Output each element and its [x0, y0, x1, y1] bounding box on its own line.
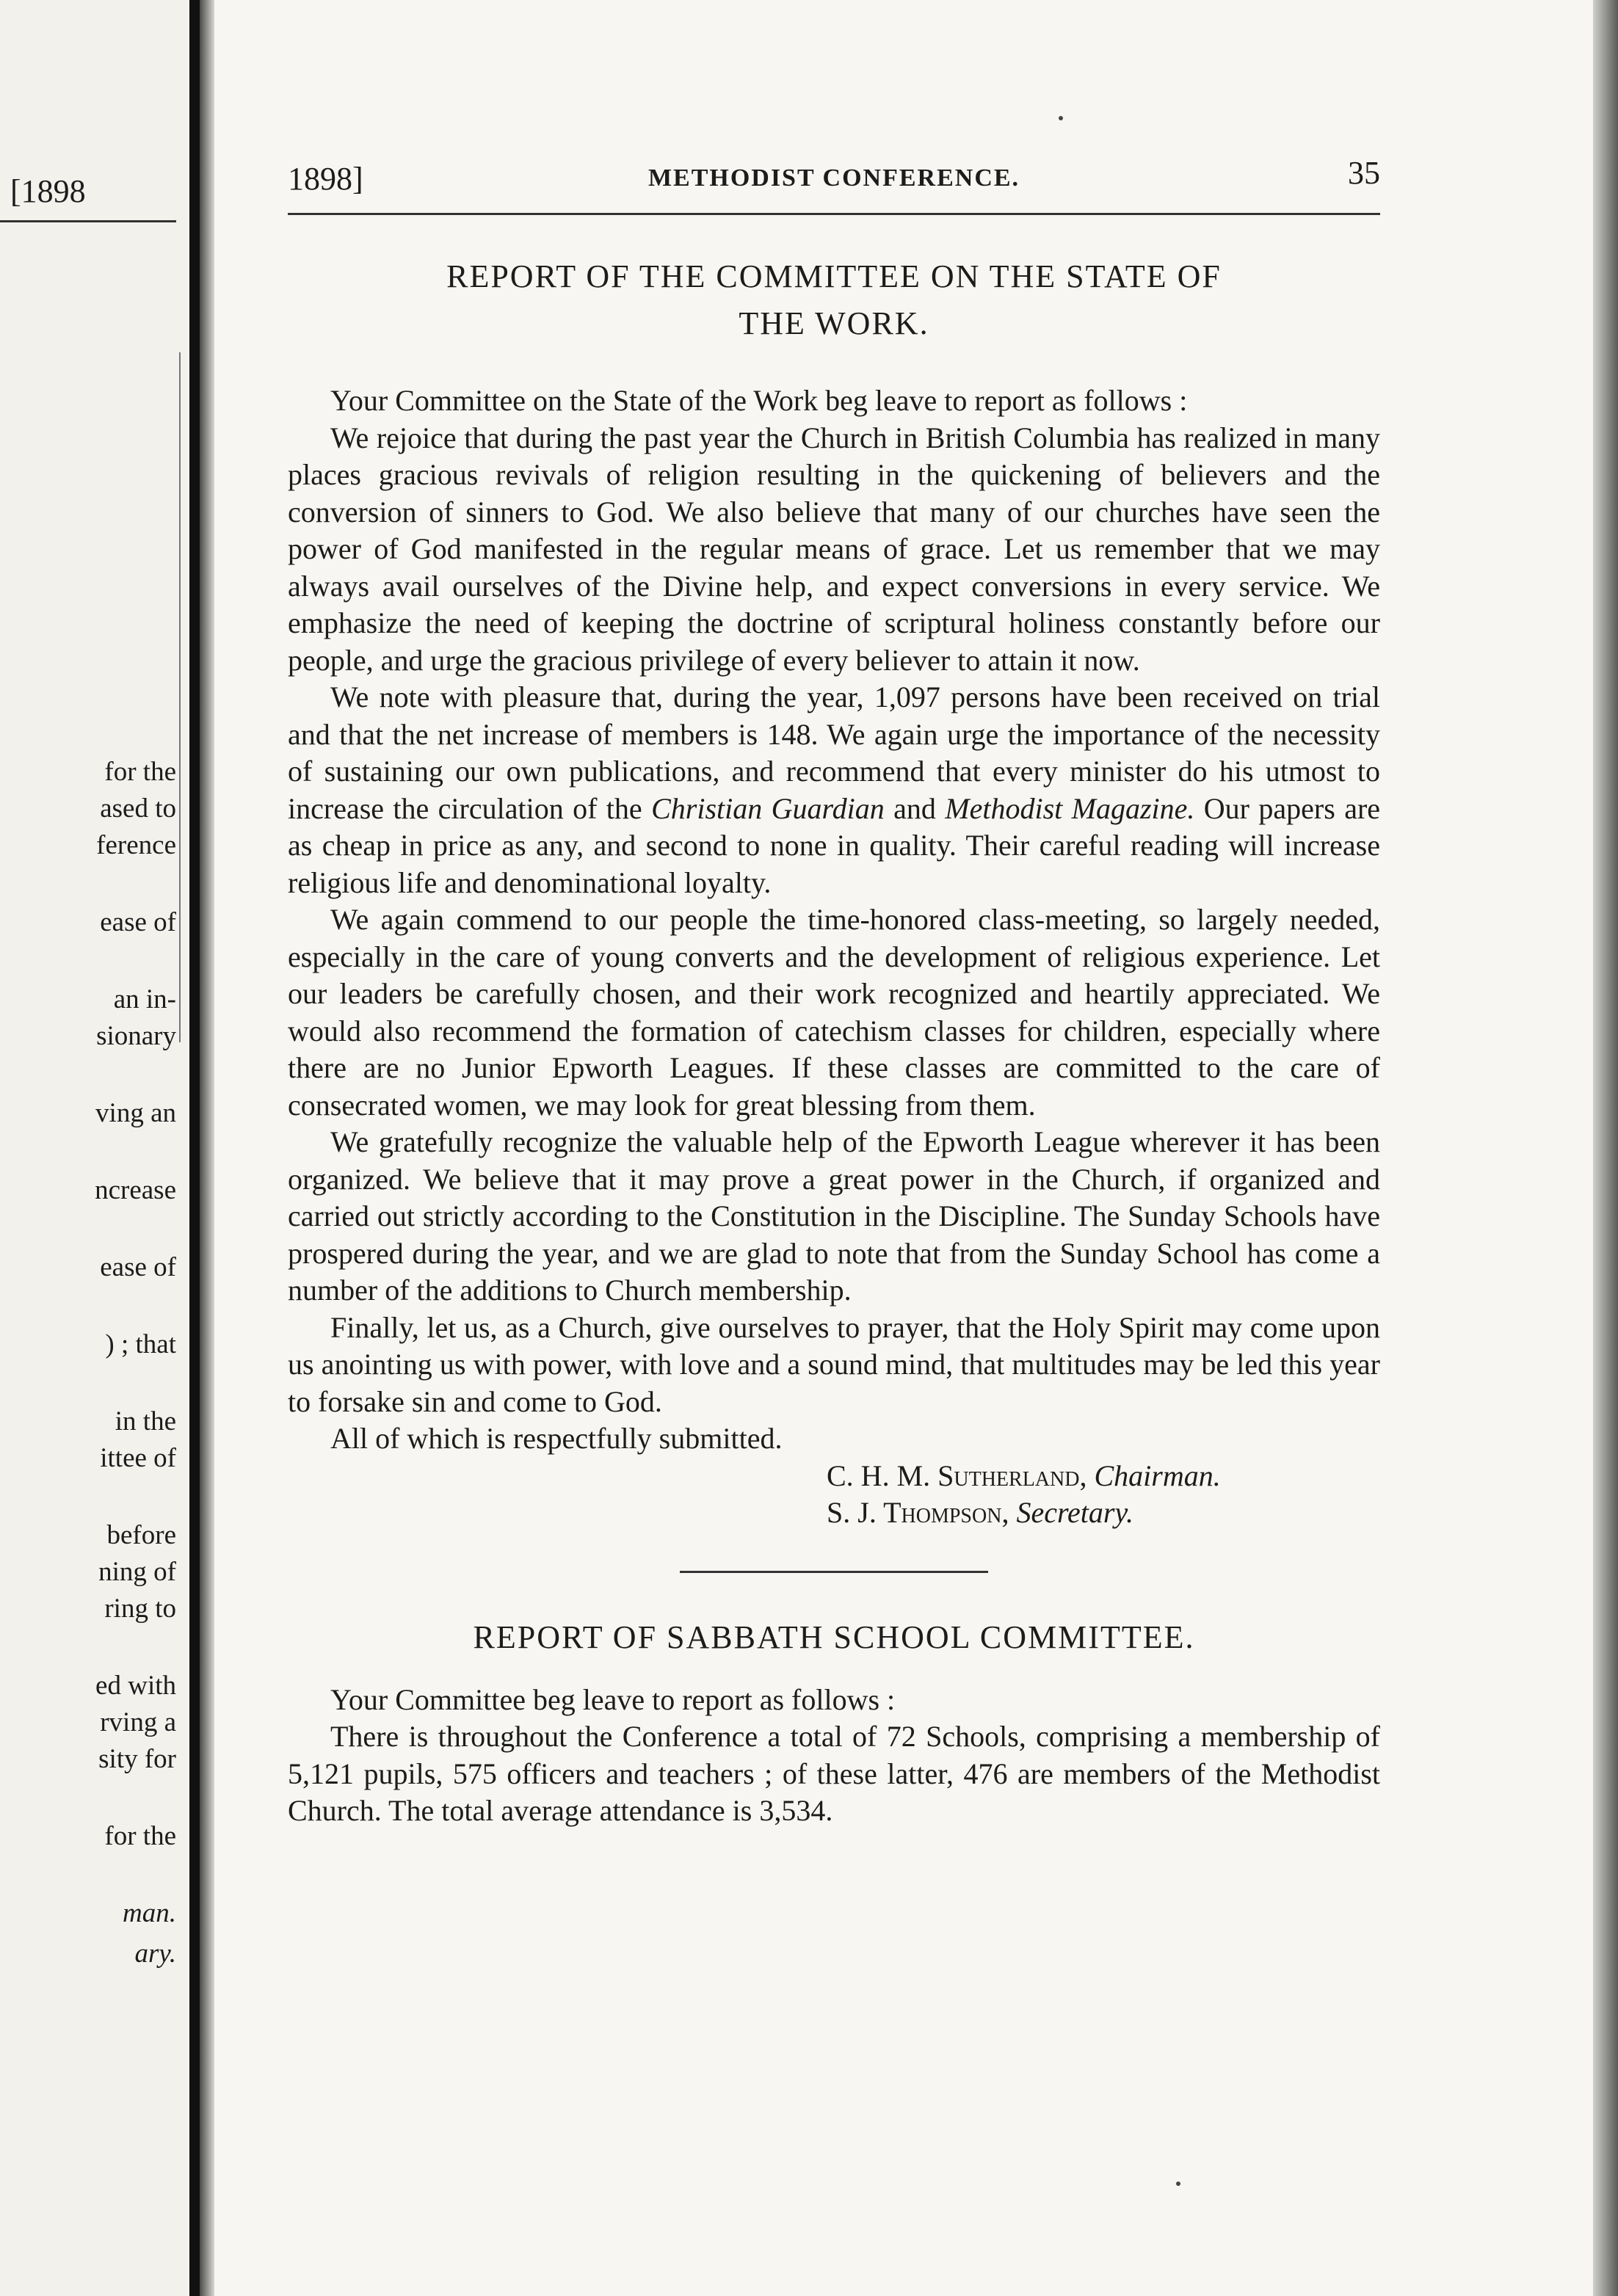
closing-line: All of which is respectfully submitted.	[330, 1422, 783, 1455]
facing-page-line-fragment: ) ; that	[105, 1329, 176, 1359]
paragraph-sabbath-stats: There is throughout the Conference a total of 72 Schools, comprising a membership of 5,121 pupils, 575 officers and teachers ; of these latter, 476 are members of the Methodist Church. The total average attendance is 3,534.	[288, 1720, 1380, 1827]
book-gutter	[189, 0, 200, 2296]
title-line-2: THE WORK.	[739, 305, 929, 341]
facing-page-line-fragment: in the	[115, 1406, 176, 1436]
header-rule	[288, 213, 1380, 215]
facing-page-line-fragment: sity for	[98, 1744, 176, 1774]
facing-page-line-fragment: ring to	[104, 1594, 176, 1624]
facing-page-line-fragment: ed with	[95, 1671, 176, 1701]
paragraph-epworth-league: We gratefully recognize the valuable help of the Epworth League wherever it has been organized. We believe that it may prove a great power in the Church, if organized and carried out strictly according to the Constitution in the Discipline. The Sunday Schools have prospered during the year, and we are glad to note that from the Sunday School has come a number of the additions to Church membership.	[288, 1125, 1380, 1307]
signature-secretary: S. J. Thompson, Secretary.	[827, 1495, 1134, 1529]
paragraph-class-meeting: We again commend to our people the time-honored class-meeting, so largely needed, especially in the care of young converts and the development of religious experience. Let our leaders be carefully chosen, and their work recognized and heartily appreciated. We would also recommend the formation of catechism classes for children, especially where there are no Junior Epworth Leagues. If these classes are committed to the care of consecrated women, we may look for great blessing from them.	[288, 903, 1380, 1122]
facing-page-line-fragment: ncrease	[95, 1175, 176, 1205]
report-state-of-work-title	[288, 253, 1380, 347]
facing-page-line-fragment: ving an	[95, 1098, 176, 1128]
ink-speck	[1059, 116, 1063, 120]
header-year: 1898]	[288, 161, 363, 197]
section-divider	[680, 1571, 988, 1573]
paragraph-prayer: Finally, let us, as a Church, give ourselves to prayer, that the Holy Spirit may come upon us anointing us with power, with love and a sound mind, that multitudes may be led this year to forsake sin and come to God.	[288, 1310, 1380, 1418]
facing-page-line-fragment: ary.	[134, 1939, 176, 1969]
publication-christian-guardian: Christian Guardian	[651, 791, 885, 825]
publication-methodist-magazine: Methodist Magazine.	[945, 791, 1195, 825]
facing-page-line-fragment: ease of	[100, 907, 176, 937]
paragraph-revivals: We rejoice that during the past year the Church in British Columbia has realized in many places gracious revivals of religion resulting in the quickening of believers and the conversion of sinners to God. We also believe that many of our churches have seen the power of God manifested in the regular means of grace. Let us remember that we may always avail ourselves of the Divine help, and expect conversions in every service. We emphasize the need of keeping the doctrine of scriptural holiness constantly before our people, and urge the gracious privilege of every believer to attain it now.	[288, 421, 1380, 677]
running-header	[288, 154, 1380, 198]
ink-speck	[1176, 2181, 1180, 2186]
page-number: 35	[1348, 155, 1380, 191]
facing-page-header: [1898	[10, 173, 86, 209]
facing-page-header-rule	[0, 220, 176, 222]
facing-page-line-fragment: ased to	[100, 793, 176, 824]
facing-page-line-fragment: ittee of	[100, 1443, 176, 1473]
gutter-shadow	[200, 0, 214, 2296]
facing-page-left	[0, 0, 189, 2296]
facing-page-margin-rule	[179, 352, 181, 1042]
facing-page-line-fragment: rving a	[100, 1707, 176, 1737]
paragraph-sabbath-intro: Your Committee beg leave to report as follows :	[330, 1682, 896, 1716]
facing-page-line-fragment: for the	[104, 757, 176, 787]
paragraph-membership: We note with pleasure that, during the year, 1,097 persons have been received on trial and that the net increase of members is 148. We again urge the importance of the necessity of sustaining our own publications, and recommend that every minister do his utmost to increase the circulation of the Christian Guardian and Methodist Magazine. Our papers are as cheap in price as any, and second to none in quality. Their careful reading will increase religious life and denominational loyalty.	[288, 680, 1381, 899]
title-line-1: REPORT OF THE COMMITTEE ON THE STATE OF	[446, 258, 1222, 294]
facing-page-line-fragment: ference	[96, 830, 176, 860]
facing-page-line-fragment: for the	[104, 1821, 176, 1851]
facing-page-line-fragment: sionary	[96, 1021, 176, 1051]
paragraph-intro: Your Committee on the State of the Work beg leave to report as follows :	[330, 384, 1188, 417]
page-edge-shadow	[1593, 0, 1618, 2296]
signature-chairman: C. H. M. Sutherland, Chairman.	[827, 1458, 1221, 1492]
facing-page-line-fragment: ning of	[98, 1557, 176, 1587]
facing-page-line-fragment: man.	[123, 1898, 176, 1928]
page-content	[288, 253, 1380, 1830]
report-sabbath-school-title: REPORT OF SABBATH SCHOOL COMMITTEE.	[473, 1619, 1195, 1655]
facing-page-line-fragment: ease of	[100, 1252, 176, 1282]
facing-page-line-fragment: an in-	[113, 984, 176, 1014]
facing-page-line-fragment: before	[106, 1520, 176, 1550]
header-title: METHODIST CONFERENCE.	[647, 164, 1020, 192]
